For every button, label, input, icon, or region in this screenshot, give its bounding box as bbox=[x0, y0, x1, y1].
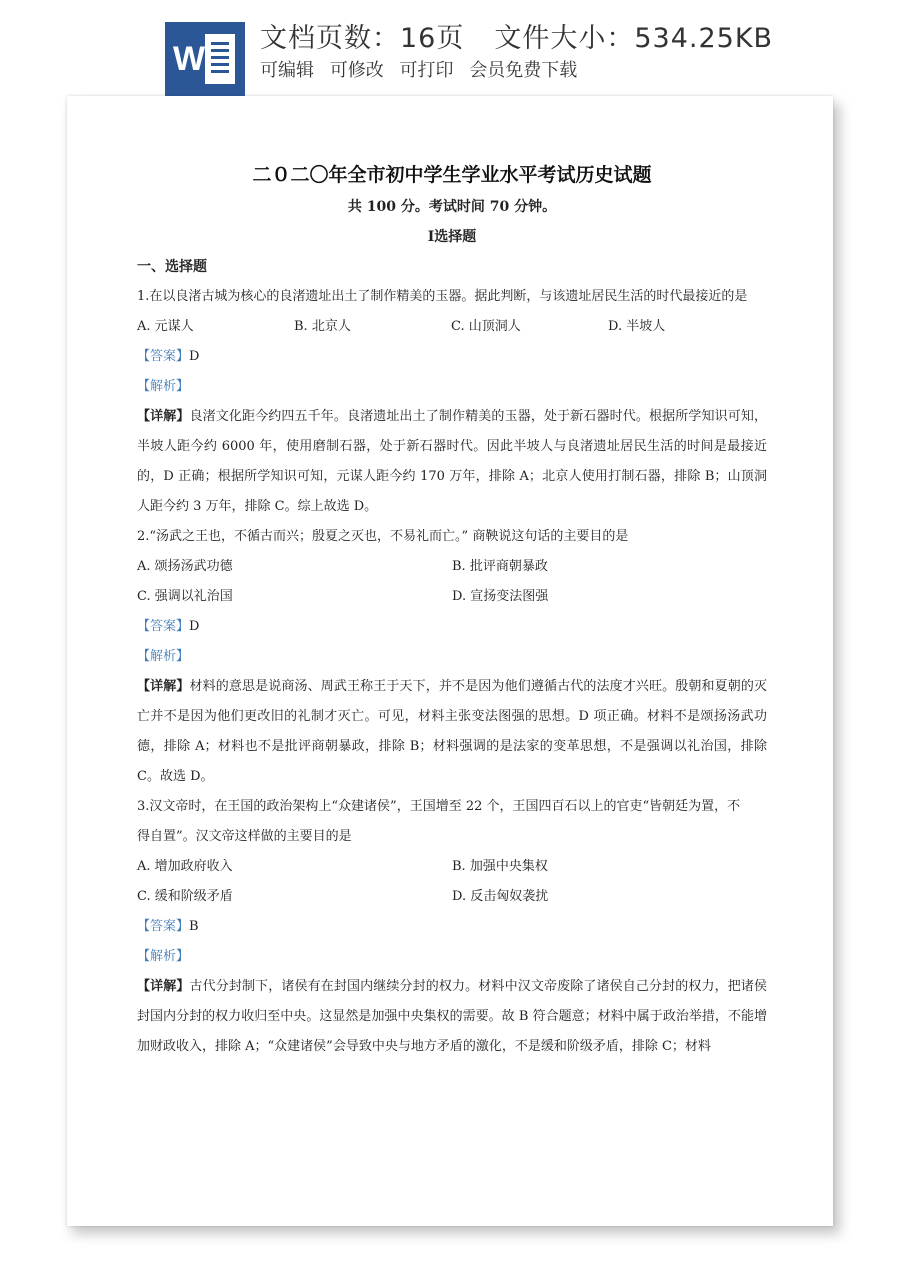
detail-tag: 【详解】 bbox=[137, 679, 190, 694]
detail-text: 良渚文化距今约四五千年。良渚遗址出土了制作精美的玉器，处于新石器时代。根据所学知识可知，半坡人距今约 6000 年，使用磨制石器，处于新石器时代。因此半坡人与良渚遗址居民生活的时间是最接近的，D 正确；根据所学知识可知，元谋人距今约 170 万年，排除 A；北京人使用打制石器，排除 B；山顶洞人距今约 3 万年，排除 C。综上故选 D。 bbox=[137, 409, 767, 514]
file-meta-line bbox=[260, 16, 773, 55]
analysis-line bbox=[137, 372, 767, 402]
option-d: D. 半坡人 bbox=[608, 319, 666, 334]
answer-line bbox=[137, 612, 767, 642]
option-c: C. 山顶洞人 bbox=[451, 319, 521, 334]
detail-tag: 【详解】 bbox=[137, 409, 190, 424]
option-row bbox=[137, 882, 767, 912]
option-c: C. 强调以礼治国 bbox=[137, 589, 233, 604]
word-document-icon bbox=[165, 22, 245, 96]
file-info-header bbox=[0, 0, 900, 96]
option-row bbox=[137, 552, 767, 582]
question-2 bbox=[137, 522, 767, 792]
feature-editable: 可编辑 bbox=[260, 60, 314, 81]
word-letter: W bbox=[173, 40, 206, 78]
feature-member-download: 会员免费下载 bbox=[469, 60, 578, 81]
feature-list bbox=[260, 56, 587, 82]
detail-text: 材料的意思是说商汤、周武王称王于天下，并不是因为他们遵循古代的法度才兴旺。殷朝和夏朝的灭亡并不是因为他们更改旧的礼制才灭亡。可见，材料主张变法图强的思想。D 项正确。材料不是颂扬汤武功德，排除 A；材料也不是批评商朝暴政，排除 B；材料强调的是法家的变革思想，不是强调以礼治国，排除 C。故选 D。 bbox=[137, 679, 767, 784]
analysis-tag: 【解析】 bbox=[137, 379, 190, 394]
analysis-tag: 【解析】 bbox=[137, 649, 190, 664]
section-label: 一、选择题 bbox=[137, 259, 207, 275]
part-label: Ⅰ选择题 bbox=[427, 229, 477, 245]
detail-paragraph bbox=[137, 672, 767, 792]
option-row bbox=[137, 852, 767, 882]
document-page bbox=[67, 96, 833, 1226]
feature-printable: 可打印 bbox=[399, 60, 454, 81]
option-d: D. 反击匈奴袭扰 bbox=[452, 889, 549, 904]
file-size: 文件大小：534.25KB bbox=[494, 23, 774, 54]
answer-value: D bbox=[189, 619, 200, 634]
option-a: A. 增加政府收入 bbox=[137, 859, 233, 874]
option-c: C. 缓和阶级矛盾 bbox=[137, 889, 233, 904]
option-a: A. 颂扬汤武功德 bbox=[137, 559, 233, 574]
option-row bbox=[137, 582, 767, 612]
analysis-tag: 【解析】 bbox=[137, 949, 190, 964]
option-row bbox=[137, 312, 767, 342]
analysis-line bbox=[137, 642, 767, 672]
detail-text: 古代分封制下，诸侯有在封国内继续分封的权力。材料中汉文帝废除了诸侯自己分封的权力，把诸侯封国内分封的权力收归至中央。这显然是加强中央集权的需要。故 B 符合题意；材料中属于政治举措，不能增加财政收入，排除 A；“众建诸侯”会导致中央与地方矛盾的激化，不是缓和阶级矛盾，排除 C；材料 bbox=[137, 979, 767, 1054]
detail-paragraph bbox=[137, 972, 767, 1062]
detail-paragraph bbox=[137, 402, 767, 522]
option-b: B. 批评商朝暴政 bbox=[452, 559, 548, 574]
analysis-line bbox=[137, 942, 767, 972]
answer-tag: 【答案】 bbox=[137, 919, 190, 934]
page-count: 文档页数：16页 bbox=[260, 23, 465, 54]
answer-value: B bbox=[189, 919, 199, 934]
question-stem-continued: 得自置”。汉文帝这样做的主要目的是 bbox=[137, 829, 352, 844]
exam-title: 二０二〇年全市初中学生学业水平考试历史试题 bbox=[252, 164, 652, 186]
option-a: A. 元谋人 bbox=[137, 319, 194, 334]
option-b: B. 北京人 bbox=[294, 319, 351, 334]
option-d: D. 宣扬变法图强 bbox=[452, 589, 549, 604]
detail-tag: 【详解】 bbox=[137, 979, 190, 994]
question-stem: 2.“汤武之王也，不循古而兴；殷夏之灭也，不易礼而亡。” 商鞅说这句话的主要目的是 bbox=[137, 529, 629, 544]
answer-line bbox=[137, 912, 767, 942]
question-stem: 3.汉文帝时，在王国的政治架构上“众建诸侯”，王国增至 22 个，王国四百石以上的官吏“皆朝廷为置，不 bbox=[137, 799, 741, 814]
answer-tag: 【答案】 bbox=[137, 349, 190, 364]
document-content bbox=[137, 158, 767, 1062]
answer-value: D bbox=[189, 349, 200, 364]
doc-sheet-graphic bbox=[205, 34, 235, 84]
feature-modifiable: 可修改 bbox=[329, 60, 384, 81]
answer-line bbox=[137, 342, 767, 372]
question-3 bbox=[137, 792, 767, 1062]
exam-subtitle: 共 100 分。考试时间 70 分钟。 bbox=[347, 199, 557, 215]
question-stem: 1.在以良渚古城为核心的良渚遗址出土了制作精美的玉器。据此判断，与该遗址居民生活的时代最接近的是 bbox=[137, 289, 748, 304]
option-b: B. 加强中央集权 bbox=[452, 859, 548, 874]
answer-tag: 【答案】 bbox=[137, 619, 190, 634]
question-1 bbox=[137, 282, 767, 522]
